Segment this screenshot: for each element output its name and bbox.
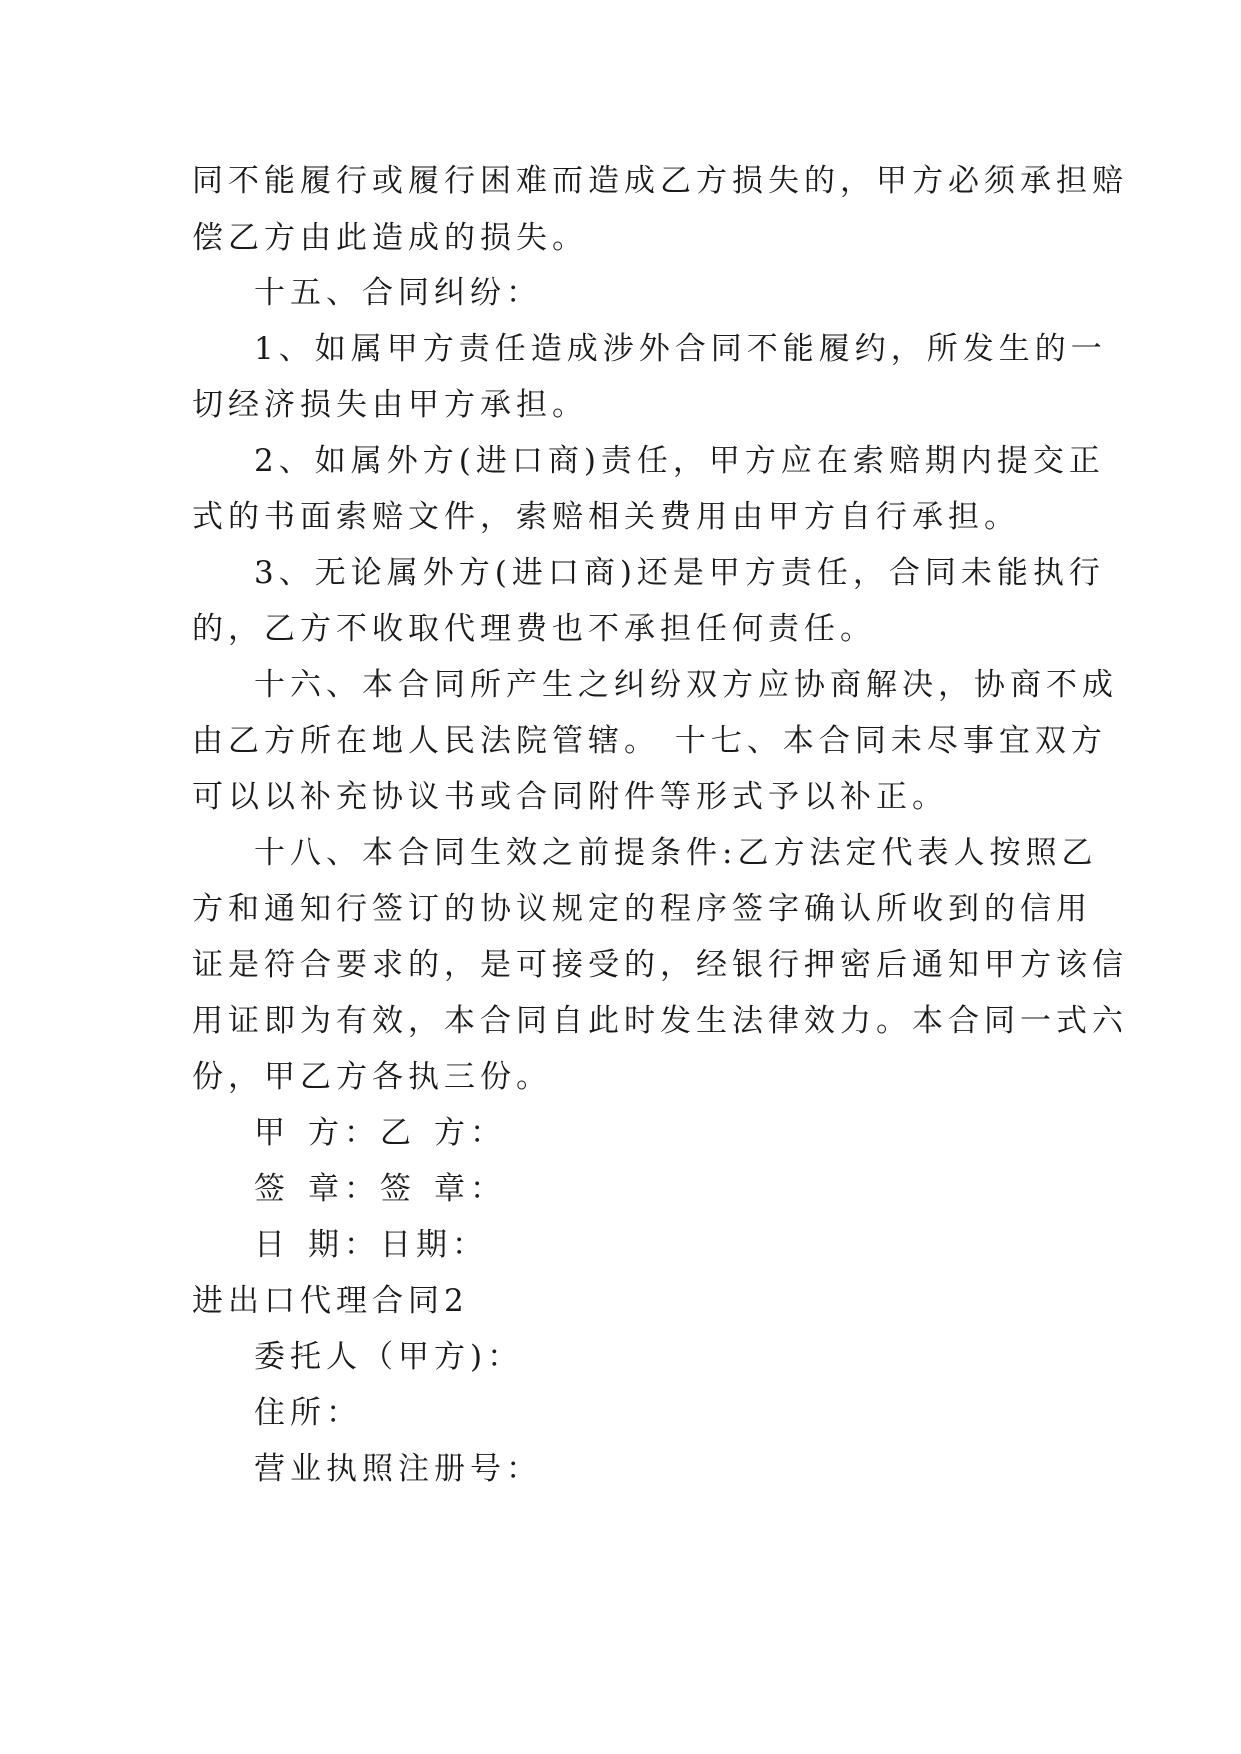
clause-heading-15: 十五、合同纠纷： — [254, 275, 542, 311]
paragraph-line: 证是符合要求的，是可接受的，经银行押密后通知甲方该信 — [192, 947, 1128, 983]
license-number-label: 营业执照注册号： — [254, 1451, 542, 1487]
paragraph-line: 切经济损失由甲方承担。 — [192, 387, 588, 423]
paragraph-line: 方和通知行签订的协议规定的程序签字确认所收到的信用 — [192, 891, 1092, 927]
date-b-label: 日期： — [380, 1227, 488, 1263]
party-a-label: 甲 — [254, 1115, 290, 1151]
paragraph-line: 可以以补充协议书或合同附件等形式予以补正。 — [192, 779, 948, 815]
clause-heading-16: 十六、本合同所产生之纠纷双方应协商解决，协商不成 — [254, 667, 1118, 703]
client-label: 委托人（甲方)： — [254, 1339, 524, 1375]
party-a-label-suffix: 方： — [308, 1115, 380, 1151]
date-a-label-suffix: 期： — [308, 1227, 380, 1263]
paragraph-line: 3、无论属外方(进口商)还是甲方责任，合同未能执行 — [254, 555, 1105, 591]
paragraph-line: 1、如属甲方责任造成涉外合同不能履约，所发生的一 — [254, 331, 1107, 367]
signature-date-row — [254, 1225, 488, 1265]
paragraph-line: 2、如属外方(进口商)责任，甲方应在索赔期内提交正 — [254, 443, 1105, 479]
seal-a-label-suffix: 章： — [308, 1171, 380, 1207]
seal-a-label: 签 — [254, 1171, 290, 1207]
signature-party-row — [254, 1113, 506, 1153]
party-b-label: 乙 — [380, 1115, 416, 1151]
paragraph-line: 用证即为有效，本合同自此时发生法律效力。本合同一式六 — [192, 1003, 1128, 1039]
section-title: 进出口代理合同2 — [192, 1283, 469, 1319]
paragraph-line: 同不能履行或履行困难而造成乙方损失的，甲方必须承担赔 — [192, 163, 1128, 199]
address-label: 住所： — [254, 1395, 362, 1431]
paragraph-line: 偿乙方由此造成的损失。 — [192, 220, 588, 256]
paragraph-line: 式的书面索赔文件，索赔相关费用由甲方自行承担。 — [192, 499, 1020, 535]
paragraph-line: 的，乙方不收取代理费也不承担任何责任。 — [192, 611, 876, 647]
paragraph-line: 份，甲乙方各执三份。 — [192, 1059, 552, 1095]
signature-seal-row — [254, 1169, 506, 1209]
date-a-label: 日 — [254, 1227, 290, 1263]
paragraph-line: 由乙方所在地人民法院管辖。 十七、本合同未尽事宜双方 — [192, 723, 1107, 759]
clause-heading-18: 十八、本合同生效之前提条件:乙方法定代表人按照乙 — [254, 835, 1098, 871]
party-b-label-suffix: 方： — [434, 1115, 506, 1151]
seal-b-label-suffix: 章： — [434, 1171, 506, 1207]
seal-b-label: 签 — [380, 1171, 416, 1207]
